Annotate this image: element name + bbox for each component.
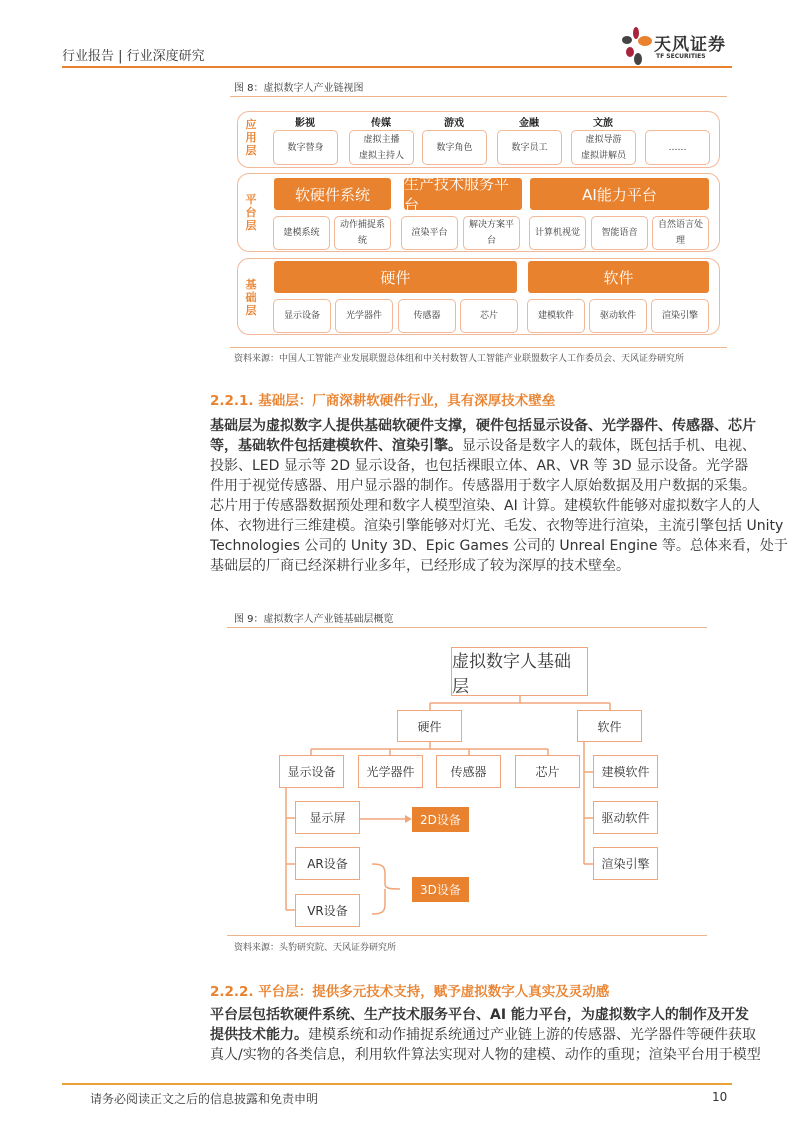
bold-text: 提供技术能力。: [210, 1027, 308, 1043]
box-text-line: 理: [675, 236, 685, 246]
box-text-line: 渲染平台: [411, 228, 448, 238]
tree-node-hardware-item: 显示设备: [279, 755, 344, 788]
box-text-line: 统: [357, 236, 367, 246]
tree-node-display-item: 显示屏: [295, 801, 360, 834]
para-line: 基础层的厂商已经深耕行业多年，已经形成了较为深厚的技术壁垒。: [210, 558, 630, 574]
tree-node-display-item: VR设备: [295, 894, 360, 927]
base-item-box: 建模软件: [527, 299, 585, 333]
tree-node-3d-devices: 3D设备: [412, 877, 469, 902]
figure-9-title: 图 9：虚拟数字人产业链基础层概览: [234, 614, 394, 625]
box-text-line: 建模系统: [283, 228, 320, 238]
text: 显示设备是数字人的载体，既包括手机、电视、: [462, 438, 756, 454]
app-category: 传媒: [371, 118, 391, 129]
box-text-line: 动作捕捉系: [339, 220, 385, 230]
box-text-line: 解决方案平: [468, 220, 514, 230]
section-heading-2-2-1: 2.2.1. 基础层：厂商深耕软硬件行业，具有深厚技术壁垒: [210, 393, 556, 409]
platform-group: 软硬件系统: [274, 178, 391, 210]
box-text-line: 自然语言处: [657, 220, 703, 230]
tree-node-display-item: AR设备: [295, 847, 360, 880]
tree-node-hardware: 硬件: [397, 710, 462, 742]
para-line: 基础层为虚拟数字人提供基础软硬件支撑，硬件包括显示设备、光学器件、传感器、芯片: [210, 418, 756, 434]
base-layer-label: 基础层: [245, 278, 257, 317]
report-type: 行业报告 | 行业深度研究: [62, 49, 205, 64]
app-category: 金融: [519, 118, 539, 129]
app-layer-label: 应用层: [245, 118, 257, 157]
para-line: 芯片用于传感器数据预处理和数字人模型渲染、AI 计算。建模软件能够对虚拟数字人的人: [210, 498, 761, 514]
app-category: 游戏: [444, 118, 464, 129]
box-text-line: 数字员工: [511, 142, 548, 153]
figure-9-source: 资料来源：头豹研究院、天风证券研究所: [234, 943, 397, 953]
page-number: 10: [712, 1090, 728, 1104]
figure-8-source: 资料来源：中国人工智能产业发展联盟总体组和中关村数智人工智能产业联盟数字人工作委员会、天风证券研究所: [234, 354, 685, 364]
box-text-line: 台: [486, 236, 496, 246]
para-line: [210, 1025, 756, 1045]
bold-text: 等，基础软件包括建模软件、渲染引擎。: [210, 438, 462, 454]
text: 建模系统和动作捕捉系统通过产业链上游的传感器、光学器件等硬件获取: [308, 1027, 756, 1043]
footer-disclaimer: 请务必阅读正文之后的信息披露和免责申明: [90, 1092, 319, 1106]
box-text-line: ……: [668, 142, 687, 153]
tree-node-software: 软件: [577, 710, 642, 742]
tree-node-software-item: 渲染引擎: [593, 847, 658, 880]
base-item-box: 芯片: [460, 299, 518, 333]
box-text-line: 虚拟主持人: [358, 150, 404, 161]
box-text-line: 虚拟主播: [363, 134, 400, 145]
para-line: 真人/实物的各类信息，利用软件算法实现对人物的建模、动作的重现；渲染平台用于模型: [210, 1047, 761, 1063]
para-line: 件用于视觉传感器、用户显示器的制作。传感器用于数字人原始数据及用户数据的采集。: [210, 478, 756, 494]
para-line: Technologies 公司的 Unity 3D、Epic Games 公司的 Unreal Engine 等。总体来看，处于: [210, 538, 788, 554]
app-category: 文旅: [593, 118, 613, 129]
figure-divider: [227, 935, 707, 936]
logo-name: 天风证券: [654, 35, 726, 55]
box-text-line: 数字替身: [287, 142, 324, 153]
base-item-box: 渲染引擎: [651, 299, 709, 333]
platform-layer-label: 平台层: [245, 193, 257, 232]
footer-divider: [62, 1083, 732, 1085]
para-line: 体、衣物进行三维建模。渲染引擎能够对灯光、毛发、衣物等进行渲染，主流引擎包括 Unity: [210, 518, 784, 534]
box-text-line: 数字角色: [436, 142, 473, 153]
tree-node-2d-devices: 2D设备: [412, 807, 469, 832]
app-category: 影视: [295, 118, 315, 129]
section-heading-2-2-2: 2.2.2. 平台层：提供多元技术支持，赋予虚拟数字人真实及灵动感: [210, 984, 610, 1000]
base-group: 硬件: [274, 261, 517, 293]
figure-8-title: 图 8：虚拟数字人产业链视图: [234, 83, 364, 94]
tree-node-hardware-item: 光学器件: [358, 755, 423, 788]
base-item-box: 光学器件: [335, 299, 393, 333]
tree-node-software-item: 建模软件: [593, 755, 658, 788]
platform-group: 生产技术服务平台: [404, 178, 522, 210]
box-text-line: 虚拟导游: [585, 134, 622, 145]
section-2-2-2-paragraph: [210, 1005, 761, 1065]
base-item-box: 显示设备: [273, 299, 331, 333]
para-line: 平台层包括软硬件系统、生产技术服务平台、AI 能力平台，为虚拟数字人的制作及开发: [210, 1007, 749, 1023]
tree-root: 虚拟数字人基础层: [451, 647, 588, 696]
base-group: 软件: [528, 261, 709, 293]
box-text-line: 计算机视觉: [534, 228, 580, 238]
logo-name-en: TF SECURITIES: [656, 53, 706, 60]
platform-group: AI能力平台: [530, 178, 709, 210]
tree-node-hardware-item: 芯片: [515, 755, 580, 788]
box-text-line: 智能语音: [601, 228, 638, 238]
tree-node-software-item: 驱动软件: [593, 801, 658, 834]
base-item-box: 传感器: [398, 299, 456, 333]
base-item-box: 驱动软件: [589, 299, 647, 333]
box-text-line: 虚拟讲解员: [580, 150, 626, 161]
para-line: 投影、LED 显示等 2D 显示设备，也包括裸眼立体、AR、VR 等 3D 显示设备。光学器: [210, 458, 749, 474]
tree-node-hardware-item: 传感器: [436, 755, 501, 788]
